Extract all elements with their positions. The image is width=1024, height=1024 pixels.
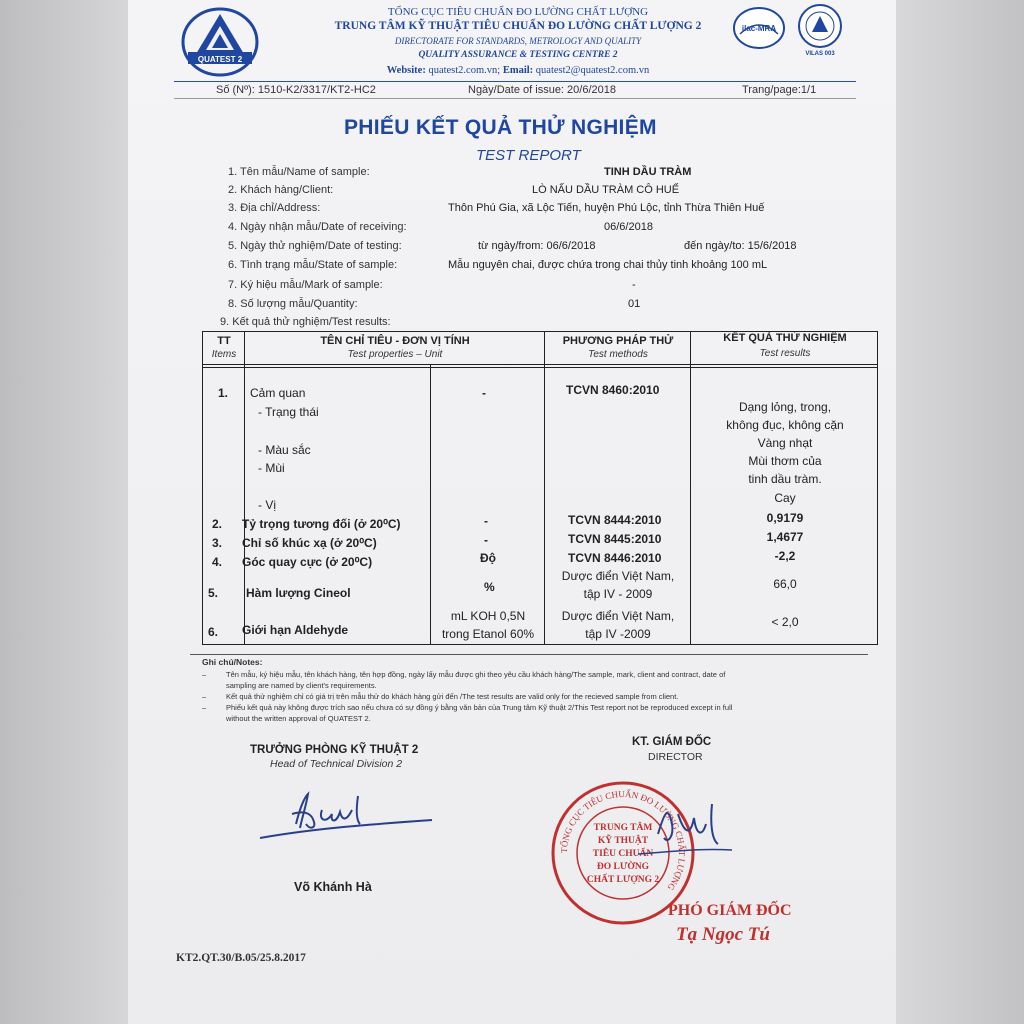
row2-no: 2. <box>212 517 223 531</box>
row5-name: Hàm lượng Cineol <box>246 586 351 600</box>
field-value-testing-from: từ ngày/from: 06/6/2018 <box>478 240 596 252</box>
row4-no: 4. <box>212 555 223 569</box>
center-name-vi: TRUNG TÂM KỸ THUẬT TIÊU CHUẨN ĐO LƯỜNG CHẤT LƯỢNG 2 <box>334 20 702 32</box>
note-bullet: – <box>202 692 207 701</box>
col-header-method: PHƯƠNG PHÁP THỬ <box>562 335 674 347</box>
stamp-line-3: TIÊU CHUẨN <box>592 849 654 859</box>
vilas-badge <box>792 2 848 58</box>
directorate-en: DIRECTORATE FOR STANDARDS, METROLOGY AND QUALITY <box>394 36 642 46</box>
field-value-client: LÒ NẤU DẦU TRÀM CÔ HUẾ <box>532 184 680 196</box>
row5-method-1: Dược điển Việt Nam, <box>561 569 675 583</box>
right-signer-role: PHÓ GIÁM ĐỐC <box>668 902 792 919</box>
row3-name: Chỉ số khúc xạ (ở 20⁰C) <box>242 536 377 550</box>
field-label-receiving-date: 4. Ngày nhận mẫu/Date of receiving: <box>228 221 407 233</box>
row4-method: TCVN 8446:2010 <box>568 551 662 565</box>
row2-name: Tỷ trọng tương đối (ở 20⁰C) <box>242 517 401 531</box>
field-label-sample-state: 6. Tình trạng mẫu/State of sample: <box>228 259 398 271</box>
col-header-method-en: Test methods <box>588 349 648 360</box>
field-value-receiving-date: 06/6/2018 <box>604 221 653 233</box>
row3-unit: - <box>484 533 488 547</box>
issue-date: Ngày/Date of issue: 20/6/2018 <box>468 84 616 96</box>
report-title: PHIẾU KẾT QUẢ THỬ NGHIỆM <box>344 116 657 139</box>
row6-name: Giới hạn Aldehyde <box>242 623 349 637</box>
field-label-sample-name: 1. Tên mẫu/Name of sample: <box>228 166 370 178</box>
left-signature <box>256 784 436 844</box>
document-number: Số (Nº): 1510-K2/3317/KT2-HC2 <box>216 84 376 96</box>
right-signer-title: KT. GIÁM ĐỐC <box>632 736 712 748</box>
field-label-sample-mark: 7. Ký hiệu mẫu/Mark of sample: <box>228 279 383 291</box>
row1-result-taste: Cay <box>774 491 796 505</box>
field-value-sample-mark: - <box>632 279 636 291</box>
table-header-rule <box>202 364 878 365</box>
row3-result: 1,4677 <box>766 530 804 544</box>
row3-no: 3. <box>212 536 223 550</box>
left-signer-subtitle: Head of Technical Division 2 <box>270 758 403 770</box>
row5-unit: % <box>484 580 495 594</box>
col-header-result-en: Test results <box>759 348 811 359</box>
row1-sub-taste: - Vị <box>258 498 276 512</box>
row1-method: TCVN 8460:2010 <box>566 383 660 397</box>
row2-unit: - <box>484 514 488 528</box>
row3-method: TCVN 8445:2010 <box>568 532 662 546</box>
right-signer-name: Tạ Ngọc Tú <box>676 924 770 945</box>
note-1a: Tên mẫu, ký hiệu mẫu, tên khách hàng, tên hợp đồng, ngày lấy mẫu được ghi theo yêu cầu khách hàng/The sample, mark, client and contract, date of <box>226 670 726 679</box>
table-col-divider <box>544 331 545 644</box>
background-right <box>896 0 1024 1024</box>
row6-method-2: tập IV -2009 <box>585 627 651 641</box>
field-label-testing-date: 5. Ngày thử nghiệm/Date of testing: <box>228 240 402 252</box>
field-value-quantity: 01 <box>628 298 641 310</box>
row1-result-odor-2: tinh dầu tràm. <box>748 472 822 486</box>
field-value-sample-state: Mẫu nguyên chai, được chứa trong chai thủy tinh khoảng 100 mL <box>448 259 768 271</box>
form-code: KT2.QT.30/B.05/25.8.2017 <box>176 952 306 964</box>
col-header-tt: TT <box>217 335 231 347</box>
row6-unit-1: mL KOH 0,5N <box>450 609 526 623</box>
left-signer-title: TRƯỞNG PHÒNG KỸ THUẬT 2 <box>250 744 419 756</box>
row4-result: -2,2 <box>774 549 796 563</box>
row1-sub-state: - Trạng thái <box>258 405 319 419</box>
page-number: Trang/page:1/1 <box>742 84 817 96</box>
centre-en: QUALITY ASSURANCE & TESTING CENTRE 2 <box>418 50 618 60</box>
row6-no: 6. <box>208 625 219 639</box>
meta-divider <box>174 98 856 99</box>
row1-name: Cảm quan <box>250 386 306 400</box>
row5-method-2: tập IV - 2009 <box>583 587 653 601</box>
left-signer-name: Võ Khánh Hà <box>294 880 372 894</box>
row6-unit-2: trong Etanol 60% <box>441 627 535 641</box>
note-3a: Phiếu kết quả này không được trích sao nếu chưa có sự đồng ý bằng văn bản của Trung tâm Kỹ thuật 2/This Test report not be reproduced except in full <box>226 703 733 712</box>
field-label-test-results: 9. Kết quả thử nghiệm/Test results: <box>220 316 391 328</box>
email-link[interactable]: quatest2@quatest2.com.vn <box>535 65 650 76</box>
note-2: Kết quả thử nghiệm chỉ có giá trị trên mẫu thử do khách hàng gửi đến /The test results are valid only for the recieved sample from client. <box>226 692 679 701</box>
field-label-quantity: 8. Số lượng mẫu/Quantity: <box>228 298 358 310</box>
row6-result: < 2,0 <box>771 615 799 629</box>
website-link[interactable]: quatest2.com.vn; <box>428 65 501 76</box>
note-bullet: – <box>202 670 207 679</box>
col-header-property: TÊN CHỈ TIÊU - ĐƠN VỊ TÍNH <box>320 335 470 347</box>
stamp-line-2: KỸ THUẬT <box>597 836 649 846</box>
vilas-badge-text: VILAS 003 <box>805 51 835 57</box>
header-divider <box>174 81 856 82</box>
row1-no: 1. <box>218 386 229 400</box>
row1-result-color: Vàng nhạt <box>757 436 813 450</box>
quatest-logo <box>180 6 260 78</box>
row1-sub-odor: - Mùi <box>258 461 285 475</box>
field-value-sample-name: TINH DẦU TRÀM <box>604 166 692 178</box>
note-1b: sampling are named by client's requirements. <box>226 681 377 690</box>
table-col-divider <box>430 365 431 644</box>
col-header-property-en: Test properties – Unit <box>347 349 443 360</box>
col-header-result: KẾT QUẢ THỬ NGHIỆM <box>723 332 847 344</box>
row1-unit: - <box>482 386 486 400</box>
row1-sub-color: - Màu sắc <box>258 443 311 457</box>
row2-method: TCVN 8444:2010 <box>568 513 662 527</box>
row2-result: 0,9179 <box>766 511 804 525</box>
row1-result-state-1: Dạng lỏng, trong, <box>738 400 832 414</box>
row4-unit: Độ <box>480 551 496 565</box>
stamp-line-1: TRUNG TÂM <box>593 823 653 833</box>
row4-name: Góc quay cực (ở 20⁰C) <box>242 555 373 569</box>
row1-result-state-2: không đục, không cặn <box>726 418 844 432</box>
field-value-testing-to: đến ngày/to: 15/6/2018 <box>684 240 797 252</box>
note-bullet: – <box>202 703 207 712</box>
table-col-divider <box>244 331 245 644</box>
note-3b: without the written approval of QUATEST 2. <box>226 714 371 723</box>
stamp-line-5: CHẤT LƯỢNG 2 <box>586 875 660 885</box>
contact-line <box>278 65 758 76</box>
notes-divider <box>190 654 868 655</box>
agency-name: TỔNG CỤC TIÊU CHUẨN ĐO LƯỜNG CHẤT LƯỢNG <box>387 6 649 18</box>
right-signer-subtitle: DIRECTOR <box>648 751 703 763</box>
col-header-tt-en: Items <box>211 349 237 360</box>
website-label: Website: <box>386 65 426 76</box>
row1-result-odor-1: Mùi thơm của <box>748 454 822 468</box>
report-title-en: TEST REPORT <box>476 147 581 164</box>
field-value-address: Thôn Phú Gia, xã Lộc Tiến, huyện Phú Lộc, tỉnh Thừa Thiên Huế <box>448 202 765 214</box>
table-header-rule-2 <box>202 367 878 368</box>
row5-result: 66,0 <box>773 577 797 591</box>
logo-text: QUATEST 2 <box>197 55 243 64</box>
background-left <box>0 0 128 1024</box>
field-label-client: 2. Khách hàng/Client: <box>228 184 334 196</box>
field-label-address: 3. Địa chỉ/Address: <box>228 202 321 214</box>
row5-no: 5. <box>208 586 219 600</box>
notes-title: Ghi chú/Notes: <box>202 657 263 667</box>
test-report-document <box>128 0 896 1024</box>
ilac-badge-text: ilac-MRA <box>741 24 777 33</box>
stamp-line-4: ĐO LƯỜNG <box>596 862 650 872</box>
row6-method-1: Dược điển Việt Nam, <box>561 609 675 623</box>
right-signature <box>628 794 738 864</box>
table-col-divider <box>690 331 691 644</box>
ilac-mra-badge <box>732 6 786 50</box>
email-label: Email: <box>502 65 534 76</box>
stamp-ring-text: TỔNG CỤC TIÊU CHUẨN ĐO LƯỜNG CHẤT LƯỢNG <box>558 788 688 893</box>
